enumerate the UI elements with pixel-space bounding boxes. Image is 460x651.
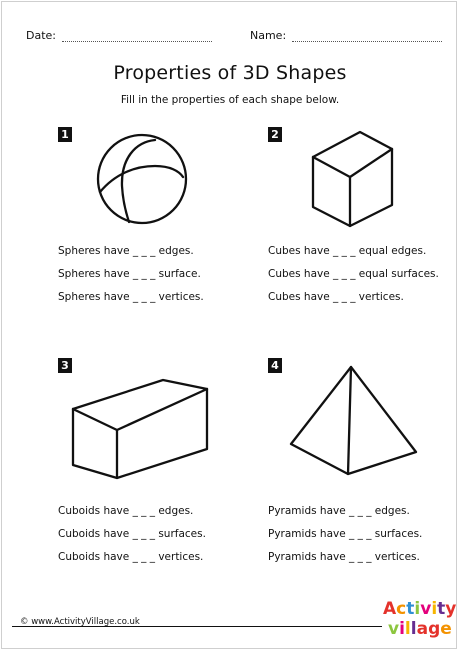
- cuboid-surfaces-line: Cuboids have _ _ _ surfaces.: [58, 528, 206, 540]
- pyramid-vertices-line: Pyramids have _ _ _ vertices.: [268, 551, 420, 563]
- sphere-surface-line: Spheres have _ _ _ surface.: [58, 268, 201, 280]
- name-field: [250, 29, 442, 42]
- pyramid-surfaces-line: Pyramids have _ _ _ surfaces.: [268, 528, 423, 540]
- activity-village-logo: [382, 594, 457, 640]
- logo-bottom-text: village: [388, 619, 452, 639]
- instructions: Fill in the properties of each shape below.: [120, 94, 340, 106]
- date-blank: [62, 31, 212, 42]
- sphere-edges-line: Spheres have _ _ _ edges.: [58, 245, 194, 257]
- shape-number-2: 2: [268, 127, 282, 142]
- copyright-text: © www.ActivityVillage.co.uk: [20, 617, 140, 627]
- name-label: Name:: [250, 29, 287, 42]
- date-label: Date:: [26, 29, 56, 42]
- sphere-vertices-line: Spheres have _ _ _ vertices.: [58, 291, 204, 303]
- shape-number-1: 1: [58, 127, 72, 142]
- cuboid-edges-line: Cuboids have _ _ _ edges.: [58, 505, 194, 517]
- name-blank: [292, 31, 442, 42]
- sphere-icon: [95, 134, 190, 224]
- shape-number-4: 4: [268, 358, 282, 373]
- cuboid-icon: [68, 375, 213, 480]
- shape-number-3: 3: [58, 358, 72, 373]
- date-field: [26, 29, 212, 42]
- pyramid-icon: [288, 364, 420, 478]
- footer-divider: [12, 626, 382, 627]
- cube-vertices-line: Cubes have _ _ _ vertices.: [268, 291, 404, 303]
- page-title: Properties of 3D Shapes: [113, 62, 347, 84]
- pyramid-edges-line: Pyramids have _ _ _ edges.: [268, 505, 410, 517]
- cube-surfaces-line: Cubes have _ _ _ equal surfaces.: [268, 268, 439, 280]
- logo-top-text: Activity: [383, 599, 457, 619]
- cube-edges-line: Cubes have _ _ _ equal edges.: [268, 245, 427, 257]
- cube-icon: [308, 127, 398, 227]
- cuboid-vertices-line: Cuboids have _ _ _ vertices.: [58, 551, 204, 563]
